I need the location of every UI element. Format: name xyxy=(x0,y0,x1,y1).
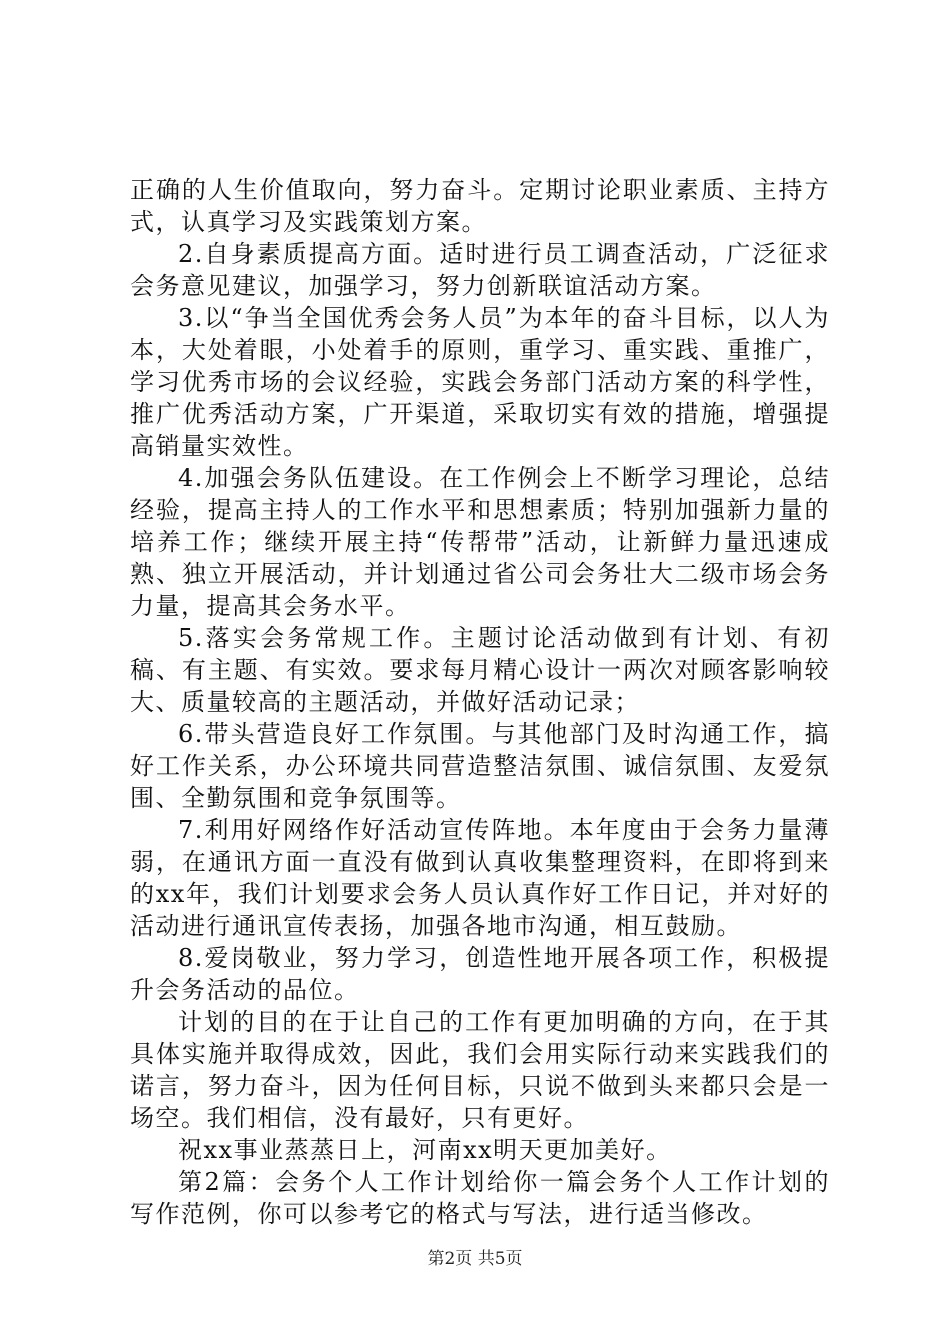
paragraph-8: 计划的目的在于让自己的工作有更加明确的方向，在于其具体实施并取得成效，因此，我们会用实际行动来实践我们的诺言，努力奋斗，因为任何目标，只说不做到头来都只会是一场空。我们相信，没有最好，只有更好。 xyxy=(130,1008,830,1132)
paragraph-0: 正确的人生价值取向，努力奋斗。定期讨论职业素质、主持方式，认真学习及实践策划方案。 xyxy=(130,176,830,236)
paragraph-5: 6.带头营造良好工作氛围。与其他部门及时沟通工作，搞好工作关系，办公环境共同营造整洁氛围、诚信氛围、友爱氛围、全勤氛围和竞争氛围等。 xyxy=(130,720,830,812)
paragraph-7: 8.爱岗敬业，努力学习，创造性地开展各项工作，积极提升会务活动的品位。 xyxy=(130,944,830,1004)
paragraph-2: 3.以“争当全国优秀会务人员”为本年的奋斗目标，以人为本，大处着眼，小处着手的原则，重学习、重实践、重推广，学习优秀市场的会议经验，实践会务部门活动方案的科学性，推广优秀活动方案，广开渠道，采取切实有效的措施，增强提高销量实效性。 xyxy=(130,304,830,460)
paragraph-1: 2.自身素质提高方面。适时进行员工调查活动，广泛征求会务意见建议，加强学习，努力创新联谊活动方案。 xyxy=(130,240,830,300)
paragraph-6: 7.利用好网络作好活动宣传阵地。本年度由于会务力量薄弱，在通讯方面一直没有做到认真收集整理资料，在即将到来的xx年，我们计划要求会务人员认真作好工作日记，并对好的活动进行通讯宣传表扬，加强各地市沟通，相互鼓励。 xyxy=(130,816,830,940)
document-body xyxy=(130,174,830,1230)
paragraph-3: 4.加强会务队伍建设。在工作例会上不断学习理论，总结经验，提高主持人的工作水平和思想素质；特别加强新力量的培养工作；继续开展主持“传帮带”活动，让新鲜力量迅速成熟、独立开展活动，并计划通过省公司会务壮大二级市场会务力量，提高其会务水平。 xyxy=(130,464,830,620)
paragraph-10: 第2篇：会务个人工作计划给你一篇会务个人工作计划的写作范例，你可以参考它的格式与写法，进行适当修改。 xyxy=(130,1168,830,1228)
paragraph-9: 祝xx事业蒸蒸日上，河南xx明天更加美好。 xyxy=(178,1136,672,1164)
page-footer: 第2页 共5页 xyxy=(427,1249,523,1269)
paragraph-4: 5.落实会务常规工作。主题讨论活动做到有计划、有初稿、有主题、有实效。要求每月精心设计一两次对顾客影响较大、质量较高的主题活动，并做好活动记录； xyxy=(130,624,830,716)
